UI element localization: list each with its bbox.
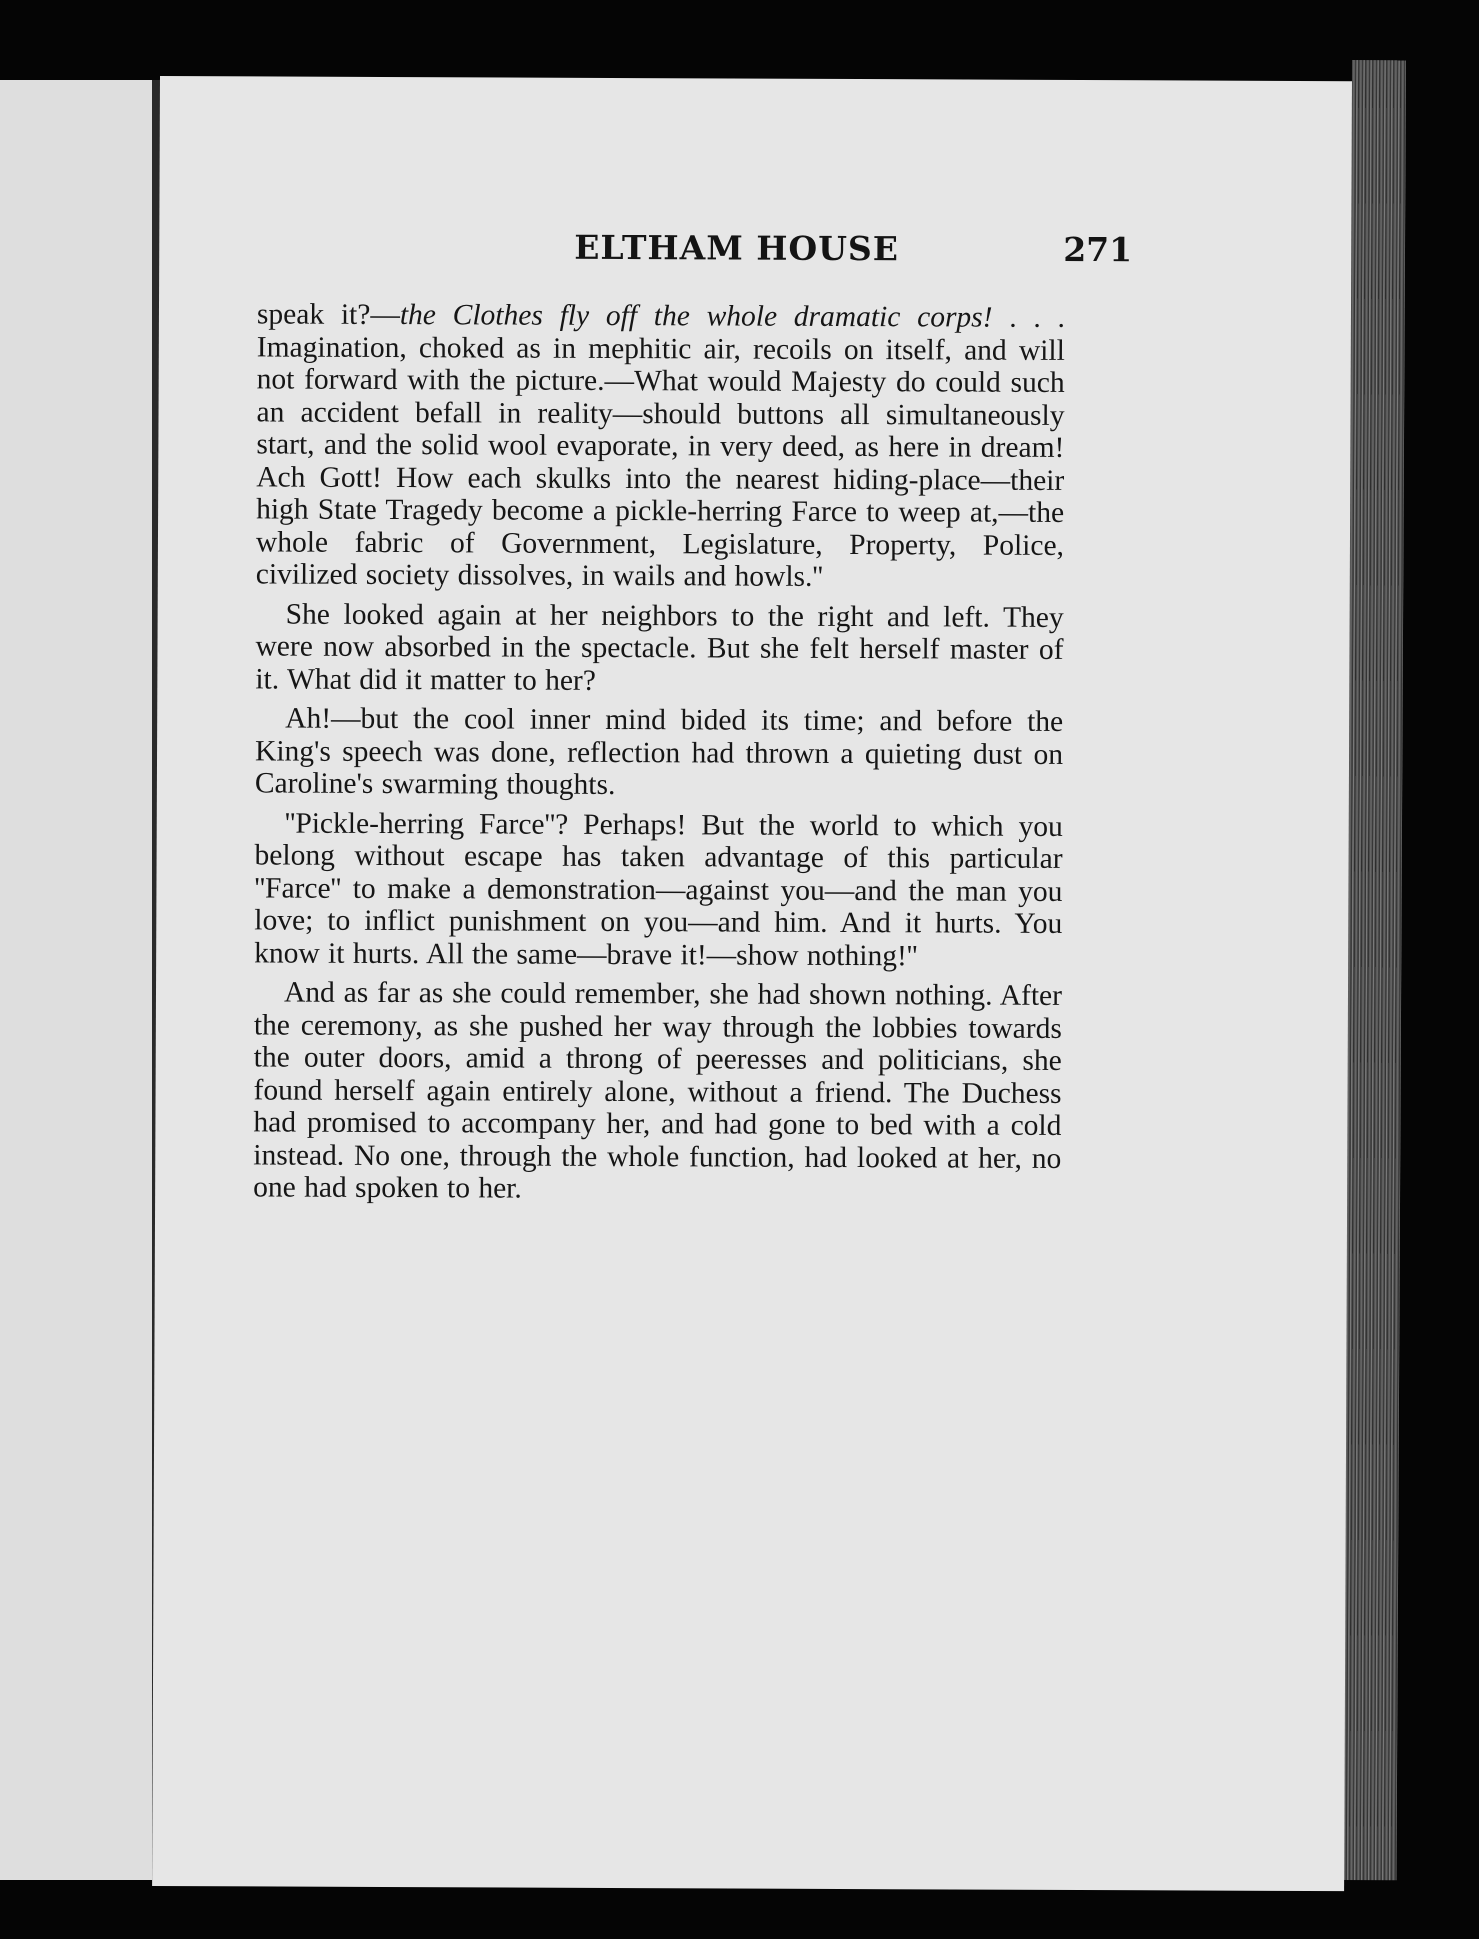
paragraph: She looked again at her neighbors to the right and left. They were now absorbed in the spectacle. But she felt herself master of it. What did it matter to her?	[255, 598, 1064, 697]
paragraph	[256, 298, 1065, 594]
page-stack-edges	[1342, 60, 1406, 1880]
book-page	[152, 76, 1352, 1891]
paragraph-lead: speak it?—	[256, 298, 400, 332]
body-text	[253, 298, 1065, 1214]
paragraph: ''Pickle-herring Farce''? Perhaps! But the world to which you belong without escape has taken advantage of this particular ''Farce'' to make a demonstration—against you—and the man you love; to inflict punishment on you—and him. And it hurts. You know it hurts. All the same—brave it!—show nothing!''	[254, 807, 1063, 972]
running-head-title: ELTHAM HOUSE	[574, 227, 900, 269]
paragraph-italic-quote: the Clothes fly off the whole dramatic corps!	[399, 299, 993, 334]
paragraph: Ah!—but the cool inner mind bided its time; and before the King's speech was done, reflection had thrown a quieting dust on Caroline's swarming thoughts.	[254, 702, 1064, 801]
page-number: 271	[1063, 229, 1133, 270]
facing-page-edge	[0, 80, 156, 1880]
paragraph-rest: . . . Imagination, choked as in mephitic air, recoils on itself, and will not forward with the picture.—What would Majesty do could such an accident befall in reality—should buttons all simultaneously start, and the solid wool evaporate, in very deed, as here in dream! Ach Gott! How each skulks into the nearest hiding-place—their high State Tragedy become a pickle-herring Farce to weep at,—the whole fabric of Government, Legislature, Property, Police, civilized society dissolves, in wails and howls.''	[255, 301, 1066, 593]
paragraph: And as far as she could remember, she had shown nothing. After the ceremony, as she pushed her way through the lobbies towards the outer doors, amid a throng of peeresses and politicians, she found herself again entirely alone, without a friend. The Duchess had promised to accompany her, and had gone to bed with a cold instead. No one, through the whole function, had looked at her, no one had spoken to her.	[253, 976, 1063, 1205]
running-head	[159, 226, 1351, 291]
